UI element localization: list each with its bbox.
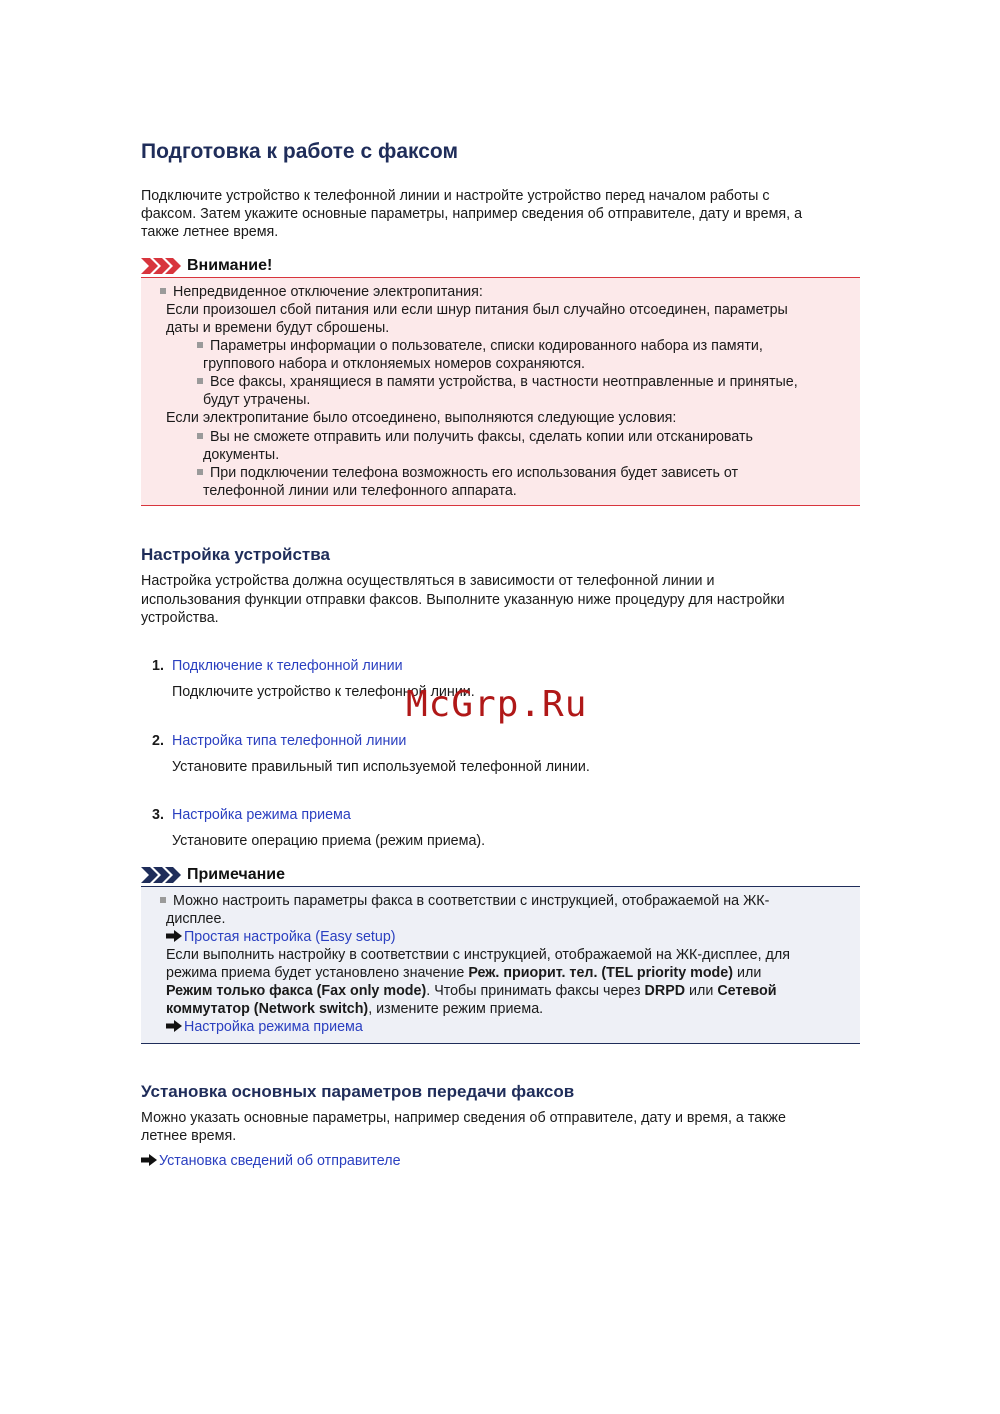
- intro-line: факсом. Затем укажите основные параметры, например сведения об отправителе, дату и время, а: [141, 206, 803, 223]
- note-header: [141, 864, 285, 886]
- arrow-right-icon: [141, 1154, 157, 1166]
- caution-text: При подключении телефона возможность его использования будет зависеть от: [210, 465, 739, 481]
- caution-text: группового набора и отклоняемых номеров сохраняются.: [203, 356, 586, 372]
- setup-intro-line: устройства.: [141, 610, 219, 626]
- caution-text: Все факсы, хранящиеся в памяти устройства, в частности неотправленные и принятые,: [210, 374, 798, 390]
- note-text: дисплее.: [166, 911, 226, 927]
- caution-sub-bullet: [197, 464, 738, 482]
- step-description: Подключите устройство к телефонной линии.: [172, 684, 475, 700]
- step-description: Установите правильный тип используемой телефонной линии.: [172, 759, 590, 775]
- caution-text: Непредвиденное отключение электропитания:: [173, 284, 483, 300]
- note-text: или: [733, 965, 762, 981]
- setup-heading: Настройка устройства: [141, 545, 330, 564]
- watermark: McGrp.Ru: [406, 684, 588, 725]
- note-text: или: [685, 983, 718, 999]
- caution-text: документы.: [203, 447, 280, 463]
- sender-info-link-row: [141, 1152, 401, 1170]
- caution-box: [141, 277, 860, 506]
- step-link-line-type[interactable]: Настройка типа телефонной линии: [172, 733, 407, 749]
- note-text: режима приема будет установлено значение: [166, 965, 469, 981]
- fax-only-mode-label: Режим только факса (Fax only mode): [166, 983, 427, 999]
- intro-paragraph: [141, 187, 860, 242]
- bullet-square-icon: [197, 469, 203, 475]
- basic-params-heading: Установка основных параметров передачи факсов: [141, 1082, 575, 1101]
- step-number: 3.: [152, 807, 164, 823]
- bullet-square-icon: [197, 378, 203, 384]
- caution-text: Если произошел сбой питания или если шнур питания был случайно отсоединен, параметры: [166, 302, 788, 318]
- caution-chevrons-icon: [141, 258, 181, 274]
- caution-text: даты и времени будут сброшены.: [166, 320, 390, 336]
- setup-intro-line: Настройка устройства должна осуществляться в зависимости от телефонной линии и: [141, 573, 715, 589]
- arrow-right-icon: [166, 1020, 182, 1032]
- note-text: Можно настроить параметры факса в соответствии с инструкцией, отображаемой на ЖК-: [173, 893, 770, 909]
- basic-params-line: Можно указать основные параметры, например сведения об отправителе, дату и время, а также: [141, 1110, 786, 1126]
- bullet-square-icon: [197, 342, 203, 348]
- note-easy-setup-link-row: [166, 928, 396, 946]
- intro-line: Подключите устройство к телефонной линии и настройте устройство перед началом работы с: [141, 188, 770, 204]
- caution-text: Если электропитание было отсоединено, выполняются следующие условия:: [166, 410, 677, 426]
- note-bullet: [160, 892, 769, 910]
- step-description: Установите операцию приема (режим приема).: [172, 833, 486, 849]
- caution-text: будут утрачены.: [203, 392, 311, 408]
- caution-bullet: [160, 283, 483, 301]
- network-switch-label: коммутатор (Network switch): [166, 1001, 369, 1017]
- step-number: 1.: [152, 658, 164, 674]
- page-title: Подготовка к работе с факсом: [141, 140, 459, 163]
- setup-intro-line: использования функции отправки факсов. Выполните указанную ниже процедуру для настройки: [141, 592, 785, 608]
- step-link-connect-line[interactable]: Подключение к телефонной линии: [172, 658, 403, 674]
- note-text: , измените режим приема.: [368, 1001, 544, 1017]
- caution-header: [141, 255, 272, 277]
- caution-text: Вы не сможете отправить или получить факсы, сделать копии или отсканировать: [210, 429, 753, 445]
- note-text: Если выполнить настройку в соответствии с инструкцией, отображаемой на ЖК-дисплее, для: [166, 947, 790, 963]
- network-switch-label: Сетевой: [717, 983, 777, 999]
- easy-setup-link[interactable]: Простая настройка (Easy setup): [184, 929, 396, 945]
- bullet-square-icon: [197, 433, 203, 439]
- note-title: Примечание: [187, 866, 286, 883]
- arrow-right-icon: [166, 930, 182, 942]
- note-receive-mode-link-row: [166, 1018, 363, 1036]
- note-text: . Чтобы принимать факсы через: [426, 983, 645, 999]
- intro-line: также летнее время.: [141, 224, 279, 241]
- note-text-row: [166, 1000, 543, 1018]
- caution-text: телефонной линии или телефонного аппарата.: [203, 483, 517, 499]
- note-text-row: [166, 964, 761, 982]
- caution-sub-bullet: [197, 428, 753, 446]
- note-text-row: [166, 982, 777, 1000]
- bullet-square-icon: [160, 288, 166, 294]
- step-link-receive-mode[interactable]: Настройка режима приема: [172, 807, 351, 823]
- note-box: [141, 886, 860, 1044]
- note-chevrons-icon: [141, 867, 181, 883]
- sender-info-link[interactable]: Установка сведений об отправителе: [159, 1153, 401, 1169]
- drpd-label: DRPD: [644, 983, 686, 999]
- caution-sub-bullet: [197, 337, 763, 355]
- tel-priority-mode-label: Реж. приорит. тел. (TEL priority mode): [468, 965, 734, 981]
- caution-text: Параметры информации о пользователе, списки кодированного набора из памяти,: [210, 338, 763, 354]
- caution-title: Внимание!: [187, 257, 273, 274]
- bullet-square-icon: [160, 897, 166, 903]
- receive-mode-link[interactable]: Настройка режима приема: [184, 1019, 363, 1035]
- basic-params-line: летнее время.: [141, 1128, 237, 1144]
- caution-sub-bullet: [197, 373, 798, 391]
- step-number: 2.: [152, 733, 164, 749]
